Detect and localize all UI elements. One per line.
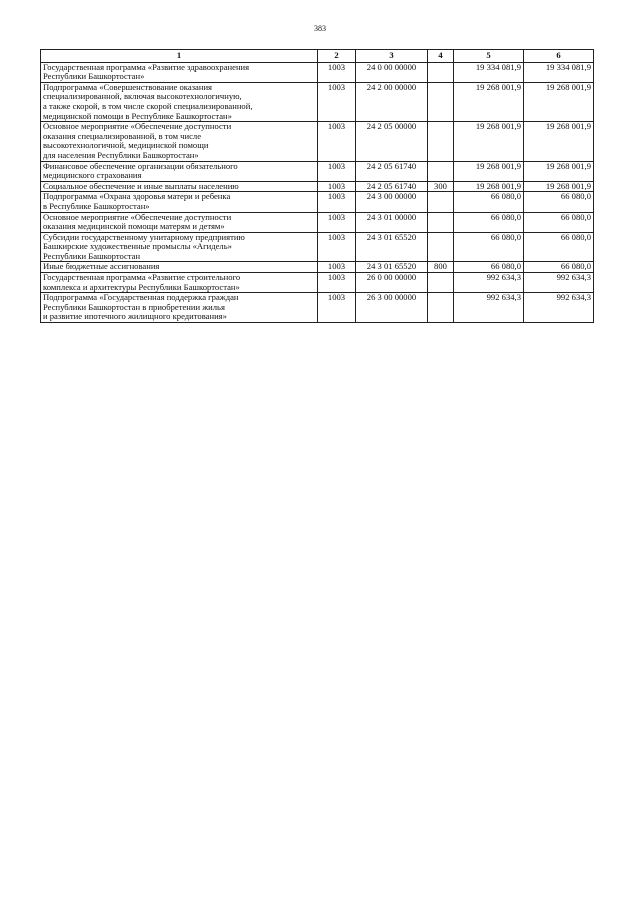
column-header-2: 2 — [318, 50, 356, 63]
section-code-cell: 1003 — [318, 82, 356, 121]
column-header-3: 3 — [356, 50, 428, 63]
expense-type-cell: 300 — [428, 181, 454, 192]
target-code-cell: 24 2 00 00000 — [356, 82, 428, 121]
row-name-cell: Иные бюджетные ассигнования — [41, 262, 318, 273]
row-name-cell: Подпрограмма «Охрана здоровья матери и ребенка в Республике Башкортостан» — [41, 192, 318, 212]
amount-col5-cell: 66 080,0 — [454, 212, 524, 232]
target-code-cell: 24 0 00 00000 — [356, 62, 428, 82]
target-code-cell: 26 0 00 00000 — [356, 273, 428, 293]
table-row — [41, 273, 594, 293]
section-code-cell: 1003 — [318, 212, 356, 232]
row-name-cell: Субсидии государственному унитарному предприятию Башкирские художественные промыслы «Агидель» Республики Башкортостан — [41, 232, 318, 262]
target-code-cell: 24 2 05 61740 — [356, 161, 428, 181]
budget-table — [40, 49, 594, 323]
table-row — [41, 192, 594, 212]
column-header-6: 6 — [524, 50, 594, 63]
table-row — [41, 161, 594, 181]
section-code-cell: 1003 — [318, 62, 356, 82]
expense-type-cell — [428, 293, 454, 323]
expense-type-cell — [428, 212, 454, 232]
amount-col5-cell: 992 634,3 — [454, 293, 524, 323]
expense-type-cell: 800 — [428, 262, 454, 273]
amount-col5-cell: 992 634,3 — [454, 273, 524, 293]
amount-col6-cell: 66 080,0 — [524, 232, 594, 262]
amount-col6-cell: 19 334 081,9 — [524, 62, 594, 82]
amount-col6-cell: 66 080,0 — [524, 212, 594, 232]
expense-type-cell — [428, 62, 454, 82]
row-name-cell: Основное мероприятие «Обеспечение доступности оказания специализированной, в том числе высокотехнологичной, медицинской помощи для населения Республики Башкортостан» — [41, 122, 318, 161]
table-row — [41, 262, 594, 273]
target-code-cell: 24 2 05 61740 — [356, 181, 428, 192]
amount-col5-cell: 19 268 001,9 — [454, 181, 524, 192]
row-name-cell: Государственная программа «Развитие здравоохранения Республики Башкортостан» — [41, 62, 318, 82]
row-name-cell: Подпрограмма «Государственная поддержка граждан Республики Башкортостан в приобретении жилья и развитие ипотечного жилищного кредитования» — [41, 293, 318, 323]
amount-col6-cell: 19 268 001,9 — [524, 181, 594, 192]
section-code-cell: 1003 — [318, 262, 356, 273]
expense-type-cell — [428, 192, 454, 212]
table-header-row — [41, 50, 594, 63]
row-name-cell: Финансовое обеспечение организации обязательного медицинского страхования — [41, 161, 318, 181]
amount-col5-cell: 19 268 001,9 — [454, 161, 524, 181]
table-row — [41, 122, 594, 161]
target-code-cell: 24 3 00 00000 — [356, 192, 428, 212]
section-code-cell: 1003 — [318, 161, 356, 181]
amount-col5-cell: 66 080,0 — [454, 192, 524, 212]
amount-col6-cell: 19 268 001,9 — [524, 161, 594, 181]
target-code-cell: 24 2 05 00000 — [356, 122, 428, 161]
amount-col5-cell: 19 268 001,9 — [454, 122, 524, 161]
amount-col6-cell: 66 080,0 — [524, 262, 594, 273]
section-code-cell: 1003 — [318, 192, 356, 212]
row-name-cell: Подпрограмма «Совершенствование оказания специализированной, включая высокотехнологичную, а также скорой, в том числе скорой специализированной, медицинской помощи в Республике Башкортостан» — [41, 82, 318, 121]
expense-type-cell — [428, 82, 454, 121]
amount-col5-cell: 66 080,0 — [454, 262, 524, 273]
column-header-4: 4 — [428, 50, 454, 63]
section-code-cell: 1003 — [318, 181, 356, 192]
amount-col5-cell: 19 334 081,9 — [454, 62, 524, 82]
amount-col5-cell: 19 268 001,9 — [454, 82, 524, 121]
table-row — [41, 232, 594, 262]
section-code-cell: 1003 — [318, 122, 356, 161]
row-name-cell: Социальное обеспечение и иные выплаты населению — [41, 181, 318, 192]
target-code-cell: 24 3 01 65520 — [356, 262, 428, 273]
target-code-cell: 24 3 01 65520 — [356, 232, 428, 262]
amount-col6-cell: 19 268 001,9 — [524, 82, 594, 121]
expense-type-cell — [428, 161, 454, 181]
section-code-cell: 1003 — [318, 293, 356, 323]
target-code-cell: 26 3 00 00000 — [356, 293, 428, 323]
table-row — [41, 293, 594, 323]
amount-col5-cell: 66 080,0 — [454, 232, 524, 262]
amount-col6-cell: 992 634,3 — [524, 293, 594, 323]
expense-type-cell — [428, 273, 454, 293]
table-row — [41, 181, 594, 192]
section-code-cell: 1003 — [318, 232, 356, 262]
table-row — [41, 212, 594, 232]
column-header-5: 5 — [454, 50, 524, 63]
amount-col6-cell: 992 634,3 — [524, 273, 594, 293]
amount-col6-cell: 66 080,0 — [524, 192, 594, 212]
expense-type-cell — [428, 122, 454, 161]
page-number: 383 — [314, 24, 326, 33]
row-name-cell: Государственная программа «Развитие строительного комплекса и архитектуры Республики Башкортостан» — [41, 273, 318, 293]
target-code-cell: 24 3 01 00000 — [356, 212, 428, 232]
amount-col6-cell: 19 268 001,9 — [524, 122, 594, 161]
table-row — [41, 82, 594, 121]
expense-type-cell — [428, 232, 454, 262]
table-row — [41, 62, 594, 82]
section-code-cell: 1003 — [318, 273, 356, 293]
row-name-cell: Основное мероприятие «Обеспечение доступности оказания медицинской помощи матерям и детям» — [41, 212, 318, 232]
column-header-1: 1 — [41, 50, 318, 63]
